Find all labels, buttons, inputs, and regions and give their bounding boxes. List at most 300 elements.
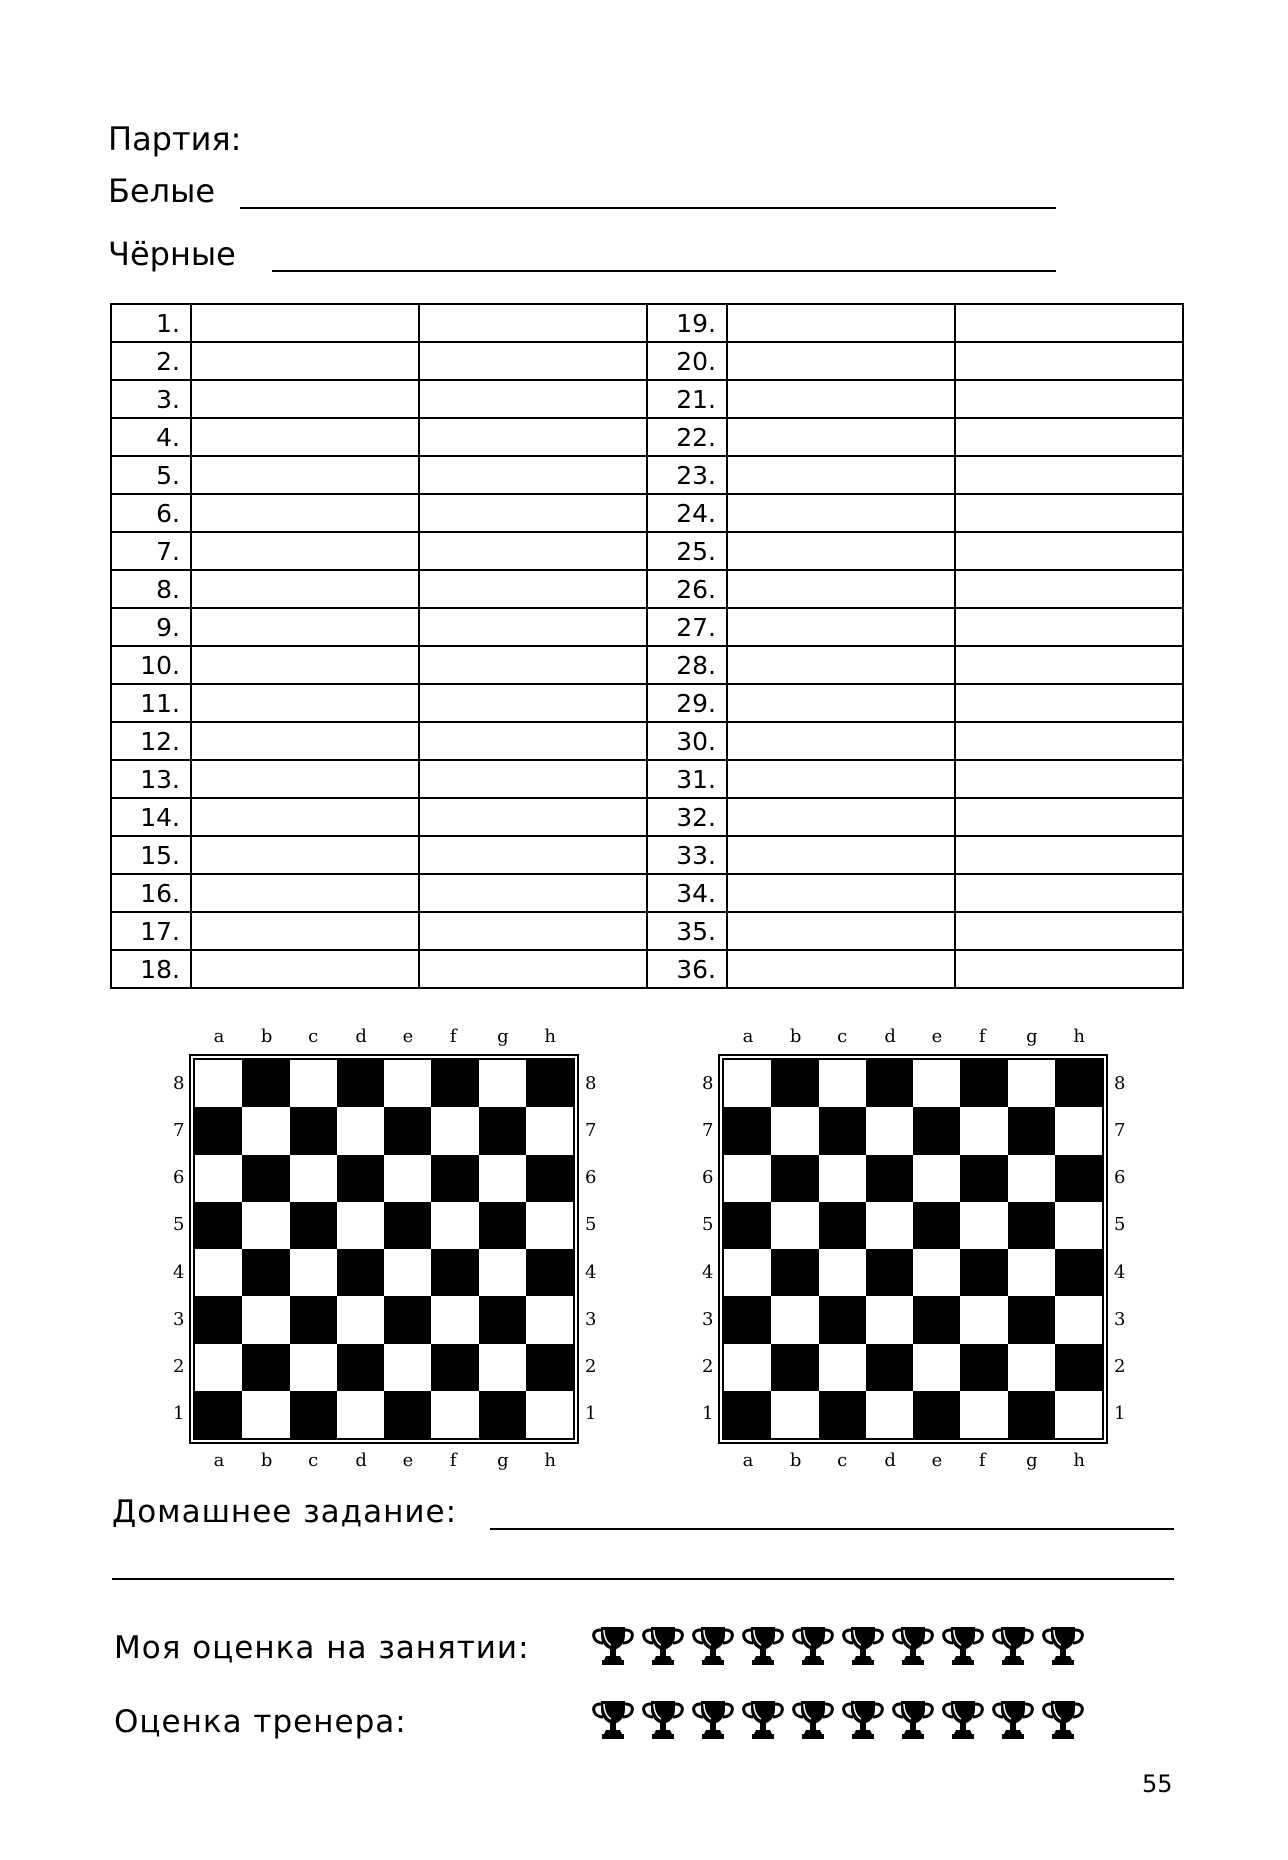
file-label-bottom: g (497, 1450, 509, 1471)
file-label-top: h (544, 1026, 556, 1047)
white-move-cell[interactable] (727, 912, 955, 950)
move-number: 6. (111, 494, 191, 532)
square-h3[interactable] (526, 1296, 573, 1343)
moves-row (111, 532, 1183, 570)
white-move-cell[interactable] (727, 570, 955, 608)
game-label: Партия: (108, 120, 242, 158)
file-label-top: d (355, 1026, 367, 1047)
move-number: 31. (647, 760, 727, 798)
square-g2[interactable] (1008, 1344, 1055, 1391)
square-f5[interactable] (960, 1202, 1007, 1249)
white-move-cell[interactable] (191, 532, 419, 570)
square-a1[interactable] (724, 1391, 771, 1438)
square-a1[interactable] (195, 1391, 242, 1438)
moves-row (111, 646, 1183, 684)
square-h7[interactable] (526, 1107, 573, 1154)
file-label-top: f (449, 1026, 457, 1047)
black-move-cell[interactable] (955, 722, 1183, 760)
black-move-cell[interactable] (955, 532, 1183, 570)
square-g6[interactable] (1008, 1155, 1055, 1202)
square-h6[interactable] (1055, 1155, 1102, 1202)
square-e7[interactable] (913, 1107, 960, 1154)
rank-label-left: 7 (173, 1119, 185, 1141)
black-move-cell[interactable] (419, 874, 647, 912)
square-b7[interactable] (771, 1107, 818, 1154)
square-f3[interactable] (431, 1296, 478, 1343)
file-label-top: a (742, 1026, 754, 1047)
square-g8[interactable] (479, 1060, 526, 1107)
square-a5[interactable] (195, 1202, 242, 1249)
trophy-icon[interactable] (1040, 1697, 1086, 1741)
square-c5[interactable] (819, 1202, 866, 1249)
square-c5[interactable] (290, 1202, 337, 1249)
white-move-cell[interactable] (727, 532, 955, 570)
square-c3[interactable] (819, 1296, 866, 1343)
white-move-cell[interactable] (191, 684, 419, 722)
move-number: 27. (647, 608, 727, 646)
homework-line-1[interactable] (490, 1528, 1174, 1530)
square-b1[interactable] (242, 1391, 289, 1438)
file-label-top: e (402, 1026, 414, 1047)
square-c8[interactable] (819, 1060, 866, 1107)
white-move-cell[interactable] (727, 494, 955, 532)
square-d3[interactable] (866, 1296, 913, 1343)
white-move-cell[interactable] (727, 646, 955, 684)
square-b3[interactable] (771, 1296, 818, 1343)
move-number: 3. (111, 380, 191, 418)
trophy-icon[interactable] (790, 1697, 836, 1741)
white-move-cell[interactable] (727, 874, 955, 912)
square-c4[interactable] (819, 1249, 866, 1296)
square-f2[interactable] (431, 1344, 478, 1391)
white-move-cell[interactable] (727, 950, 955, 988)
square-e8[interactable] (913, 1060, 960, 1107)
white-move-cell[interactable] (727, 608, 955, 646)
trophy-icon[interactable] (940, 1623, 986, 1667)
white-move-cell[interactable] (727, 456, 955, 494)
square-g3[interactable] (479, 1296, 526, 1343)
square-e3[interactable] (384, 1296, 431, 1343)
white-move-cell[interactable] (727, 760, 955, 798)
rank-label-right: 2 (585, 1356, 597, 1378)
file-label-bottom: d (884, 1450, 896, 1471)
square-b5[interactable] (771, 1202, 818, 1249)
square-c6[interactable] (819, 1155, 866, 1202)
square-e5[interactable] (913, 1202, 960, 1249)
coach-evaluation-label: Оценка тренера: (114, 1704, 407, 1740)
black-move-cell[interactable] (419, 380, 647, 418)
black-move-cell[interactable] (955, 570, 1183, 608)
square-c3[interactable] (290, 1296, 337, 1343)
rank-label-right: 4 (1114, 1261, 1126, 1283)
square-c1[interactable] (290, 1391, 337, 1438)
move-number: 4. (111, 418, 191, 456)
black-move-cell[interactable] (955, 912, 1183, 950)
square-g6[interactable] (479, 1155, 526, 1202)
square-b7[interactable] (242, 1107, 289, 1154)
file-label-top: d (884, 1026, 896, 1047)
file-label-top: e (931, 1026, 943, 1047)
square-d1[interactable] (337, 1391, 384, 1438)
white-move-cell[interactable] (727, 798, 955, 836)
rank-label-right: 2 (1114, 1356, 1126, 1378)
white-move-cell[interactable] (191, 836, 419, 874)
square-c7[interactable] (819, 1107, 866, 1154)
trophy-icon[interactable] (890, 1623, 936, 1667)
square-a4[interactable] (195, 1249, 242, 1296)
trophy-icon[interactable] (940, 1697, 986, 1741)
square-d5[interactable] (337, 1202, 384, 1249)
black-move-cell[interactable] (419, 570, 647, 608)
square-b5[interactable] (242, 1202, 289, 1249)
square-h3[interactable] (1055, 1296, 1102, 1343)
move-number: 11. (111, 684, 191, 722)
white-move-cell[interactable] (727, 380, 955, 418)
square-c6[interactable] (290, 1155, 337, 1202)
file-label-bottom: g (1026, 1450, 1038, 1471)
square-h4[interactable] (526, 1249, 573, 1296)
black-move-cell[interactable] (419, 532, 647, 570)
move-number: 23. (647, 456, 727, 494)
move-number: 24. (647, 494, 727, 532)
black-move-cell[interactable] (955, 342, 1183, 380)
square-e1[interactable] (384, 1391, 431, 1438)
square-c4[interactable] (290, 1249, 337, 1296)
square-h7[interactable] (1055, 1107, 1102, 1154)
square-d6[interactable] (337, 1155, 384, 1202)
square-g4[interactable] (479, 1249, 526, 1296)
white-move-cell[interactable] (191, 760, 419, 798)
square-e4[interactable] (913, 1249, 960, 1296)
square-h1[interactable] (526, 1391, 573, 1438)
square-g4[interactable] (1008, 1249, 1055, 1296)
square-b6[interactable] (771, 1155, 818, 1202)
file-label-top: h (1073, 1026, 1085, 1047)
white-move-cell[interactable] (191, 418, 419, 456)
square-a7[interactable] (195, 1107, 242, 1154)
square-h4[interactable] (1055, 1249, 1102, 1296)
trophy-icon[interactable] (1040, 1623, 1086, 1667)
square-g1[interactable] (1008, 1391, 1055, 1438)
square-d2[interactable] (866, 1344, 913, 1391)
square-c7[interactable] (290, 1107, 337, 1154)
move-number: 14. (111, 798, 191, 836)
square-g3[interactable] (1008, 1296, 1055, 1343)
black-move-cell[interactable] (419, 646, 647, 684)
move-number: 29. (647, 684, 727, 722)
trophy-icon[interactable] (890, 1697, 936, 1741)
square-e6[interactable] (384, 1155, 431, 1202)
rank-label-right: 3 (1114, 1308, 1126, 1330)
square-e4[interactable] (384, 1249, 431, 1296)
square-d7[interactable] (337, 1107, 384, 1154)
rank-label-right: 8 (585, 1072, 597, 1094)
square-f7[interactable] (431, 1107, 478, 1154)
square-b2[interactable] (771, 1344, 818, 1391)
square-b6[interactable] (242, 1155, 289, 1202)
square-e1[interactable] (913, 1391, 960, 1438)
square-b4[interactable] (242, 1249, 289, 1296)
square-e2[interactable] (913, 1344, 960, 1391)
square-h2[interactable] (1055, 1344, 1102, 1391)
square-a7[interactable] (724, 1107, 771, 1154)
black-move-cell[interactable] (419, 684, 647, 722)
trophy-icon[interactable] (640, 1697, 686, 1741)
square-b1[interactable] (771, 1391, 818, 1438)
black-move-cell[interactable] (419, 912, 647, 950)
black-move-cell[interactable] (955, 836, 1183, 874)
square-f1[interactable] (960, 1391, 1007, 1438)
square-a2[interactable] (195, 1344, 242, 1391)
square-h5[interactable] (1055, 1202, 1102, 1249)
move-number: 33. (647, 836, 727, 874)
self-evaluation-trophies (590, 1623, 1086, 1667)
file-label-bottom: d (355, 1450, 367, 1471)
square-g5[interactable] (479, 1202, 526, 1249)
square-e6[interactable] (913, 1155, 960, 1202)
black-move-cell[interactable] (419, 342, 647, 380)
square-a8[interactable] (724, 1060, 771, 1107)
square-b8[interactable] (242, 1060, 289, 1107)
rank-label-right: 3 (585, 1308, 597, 1330)
rank-label-right: 1 (1114, 1403, 1126, 1425)
white-move-cell[interactable] (727, 304, 955, 342)
square-a6[interactable] (724, 1155, 771, 1202)
black-move-cell[interactable] (955, 760, 1183, 798)
black-move-cell[interactable] (419, 608, 647, 646)
moves-row (111, 874, 1183, 912)
file-label-bottom: b (260, 1450, 273, 1471)
white-name-line[interactable] (240, 207, 1056, 209)
moves-table (110, 303, 1184, 989)
moves-row (111, 608, 1183, 646)
square-h1[interactable] (1055, 1391, 1102, 1438)
file-label-top: a (213, 1026, 225, 1047)
move-number: 28. (647, 646, 727, 684)
square-a5[interactable] (724, 1202, 771, 1249)
move-number: 36. (647, 950, 727, 988)
black-move-cell[interactable] (955, 950, 1183, 988)
moves-row (111, 722, 1183, 760)
square-a8[interactable] (195, 1060, 242, 1107)
black-move-cell[interactable] (419, 760, 647, 798)
square-a4[interactable] (724, 1249, 771, 1296)
square-h8[interactable] (526, 1060, 573, 1107)
square-f8[interactable] (960, 1060, 1007, 1107)
square-a3[interactable] (724, 1296, 771, 1343)
square-f4[interactable] (431, 1249, 478, 1296)
black-move-cell[interactable] (955, 874, 1183, 912)
square-b2[interactable] (242, 1344, 289, 1391)
white-move-cell[interactable] (191, 950, 419, 988)
white-move-cell[interactable] (727, 684, 955, 722)
rank-label-left: 5 (702, 1214, 714, 1236)
square-h5[interactable] (526, 1202, 573, 1249)
white-move-cell[interactable] (191, 570, 419, 608)
square-f6[interactable] (431, 1155, 478, 1202)
square-d1[interactable] (866, 1391, 913, 1438)
square-b4[interactable] (771, 1249, 818, 1296)
square-c2[interactable] (819, 1344, 866, 1391)
square-h6[interactable] (526, 1155, 573, 1202)
trophy-icon[interactable] (790, 1623, 836, 1667)
trophy-icon[interactable] (840, 1623, 886, 1667)
rank-label-right: 4 (585, 1261, 597, 1283)
square-f6[interactable] (960, 1155, 1007, 1202)
square-g2[interactable] (479, 1344, 526, 1391)
move-number: 8. (111, 570, 191, 608)
black-move-cell[interactable] (419, 798, 647, 836)
square-f7[interactable] (960, 1107, 1007, 1154)
white-move-cell[interactable] (191, 646, 419, 684)
move-number: 35. (647, 912, 727, 950)
square-g5[interactable] (1008, 1202, 1055, 1249)
black-move-cell[interactable] (419, 950, 647, 988)
file-label-top: g (497, 1026, 509, 1047)
move-number: 30. (647, 722, 727, 760)
square-f8[interactable] (431, 1060, 478, 1107)
square-h2[interactable] (526, 1344, 573, 1391)
square-e2[interactable] (384, 1344, 431, 1391)
white-move-cell[interactable] (191, 494, 419, 532)
black-move-cell[interactable] (419, 304, 647, 342)
square-f1[interactable] (431, 1391, 478, 1438)
trophy-icon[interactable] (740, 1697, 786, 1741)
square-d7[interactable] (866, 1107, 913, 1154)
black-move-cell[interactable] (955, 456, 1183, 494)
square-f2[interactable] (960, 1344, 1007, 1391)
square-a3[interactable] (195, 1296, 242, 1343)
square-d6[interactable] (866, 1155, 913, 1202)
trophy-icon[interactable] (990, 1697, 1036, 1741)
file-label-top: b (260, 1026, 273, 1047)
move-number: 34. (647, 874, 727, 912)
trophy-icon[interactable] (590, 1697, 636, 1741)
white-move-cell[interactable] (727, 722, 955, 760)
square-d3[interactable] (337, 1296, 384, 1343)
square-e7[interactable] (384, 1107, 431, 1154)
rank-label-right: 7 (1114, 1119, 1126, 1141)
black-move-cell[interactable] (419, 836, 647, 874)
black-name-line[interactable] (272, 270, 1056, 272)
white-move-cell[interactable] (727, 342, 955, 380)
square-d8[interactable] (337, 1060, 384, 1107)
trophy-icon[interactable] (590, 1623, 636, 1667)
square-f3[interactable] (960, 1296, 1007, 1343)
square-c2[interactable] (290, 1344, 337, 1391)
black-move-cell[interactable] (955, 646, 1183, 684)
page-number: 55 (1142, 1770, 1173, 1798)
black-move-cell[interactable] (419, 722, 647, 760)
square-g1[interactable] (479, 1391, 526, 1438)
trophy-icon[interactable] (640, 1623, 686, 1667)
rank-label-left: 2 (702, 1356, 714, 1378)
move-number: 22. (647, 418, 727, 456)
file-label-top: c (837, 1026, 848, 1047)
square-c8[interactable] (290, 1060, 337, 1107)
square-d4[interactable] (337, 1249, 384, 1296)
black-move-cell[interactable] (955, 304, 1183, 342)
square-c1[interactable] (819, 1391, 866, 1438)
square-d8[interactable] (866, 1060, 913, 1107)
square-g8[interactable] (1008, 1060, 1055, 1107)
square-a2[interactable] (724, 1344, 771, 1391)
white-move-cell[interactable] (727, 418, 955, 456)
file-label-bottom: a (213, 1450, 225, 1471)
square-b8[interactable] (771, 1060, 818, 1107)
white-move-cell[interactable] (727, 836, 955, 874)
trophy-icon[interactable] (840, 1697, 886, 1741)
square-e3[interactable] (913, 1296, 960, 1343)
rank-label-left: 8 (702, 1072, 714, 1094)
black-move-cell[interactable] (955, 684, 1183, 722)
white-move-cell[interactable] (191, 380, 419, 418)
rank-label-left: 1 (702, 1403, 714, 1425)
square-f4[interactable] (960, 1249, 1007, 1296)
trophy-icon[interactable] (690, 1623, 736, 1667)
moves-row (111, 798, 1183, 836)
square-d2[interactable] (337, 1344, 384, 1391)
black-move-cell[interactable] (419, 418, 647, 456)
square-d5[interactable] (866, 1202, 913, 1249)
move-number: 10. (111, 646, 191, 684)
move-number: 9. (111, 608, 191, 646)
board-grid (193, 1058, 575, 1440)
square-a6[interactable] (195, 1155, 242, 1202)
black-move-cell[interactable] (955, 418, 1183, 456)
moves-row (111, 760, 1183, 798)
moves-row (111, 912, 1183, 950)
moves-row (111, 304, 1183, 342)
white-move-cell[interactable] (191, 722, 419, 760)
square-h8[interactable] (1055, 1060, 1102, 1107)
square-g7[interactable] (1008, 1107, 1055, 1154)
move-number: 17. (111, 912, 191, 950)
file-label-bottom: f (978, 1450, 986, 1471)
white-move-cell[interactable] (191, 304, 419, 342)
rank-label-right: 5 (585, 1214, 597, 1236)
moves-row (111, 380, 1183, 418)
square-d4[interactable] (866, 1249, 913, 1296)
trophy-icon[interactable] (990, 1623, 1036, 1667)
square-e5[interactable] (384, 1202, 431, 1249)
moves-row (111, 950, 1183, 988)
rank-label-left: 6 (702, 1167, 714, 1189)
black-move-cell[interactable] (419, 456, 647, 494)
white-move-cell[interactable] (191, 874, 419, 912)
square-e8[interactable] (384, 1060, 431, 1107)
black-move-cell[interactable] (419, 494, 647, 532)
square-f5[interactable] (431, 1202, 478, 1249)
black-move-cell[interactable] (955, 798, 1183, 836)
white-move-cell[interactable] (191, 342, 419, 380)
white-move-cell[interactable] (191, 798, 419, 836)
white-move-cell[interactable] (191, 608, 419, 646)
square-b3[interactable] (242, 1296, 289, 1343)
homework-line-2[interactable] (112, 1578, 1174, 1580)
move-number: 13. (111, 760, 191, 798)
black-move-cell[interactable] (955, 494, 1183, 532)
black-move-cell[interactable] (955, 608, 1183, 646)
black-move-cell[interactable] (955, 380, 1183, 418)
trophy-icon[interactable] (740, 1623, 786, 1667)
white-move-cell[interactable] (191, 912, 419, 950)
moves-row (111, 456, 1183, 494)
white-move-cell[interactable] (191, 456, 419, 494)
rank-label-left: 3 (702, 1308, 714, 1330)
trophy-icon[interactable] (690, 1697, 736, 1741)
square-g7[interactable] (479, 1107, 526, 1154)
